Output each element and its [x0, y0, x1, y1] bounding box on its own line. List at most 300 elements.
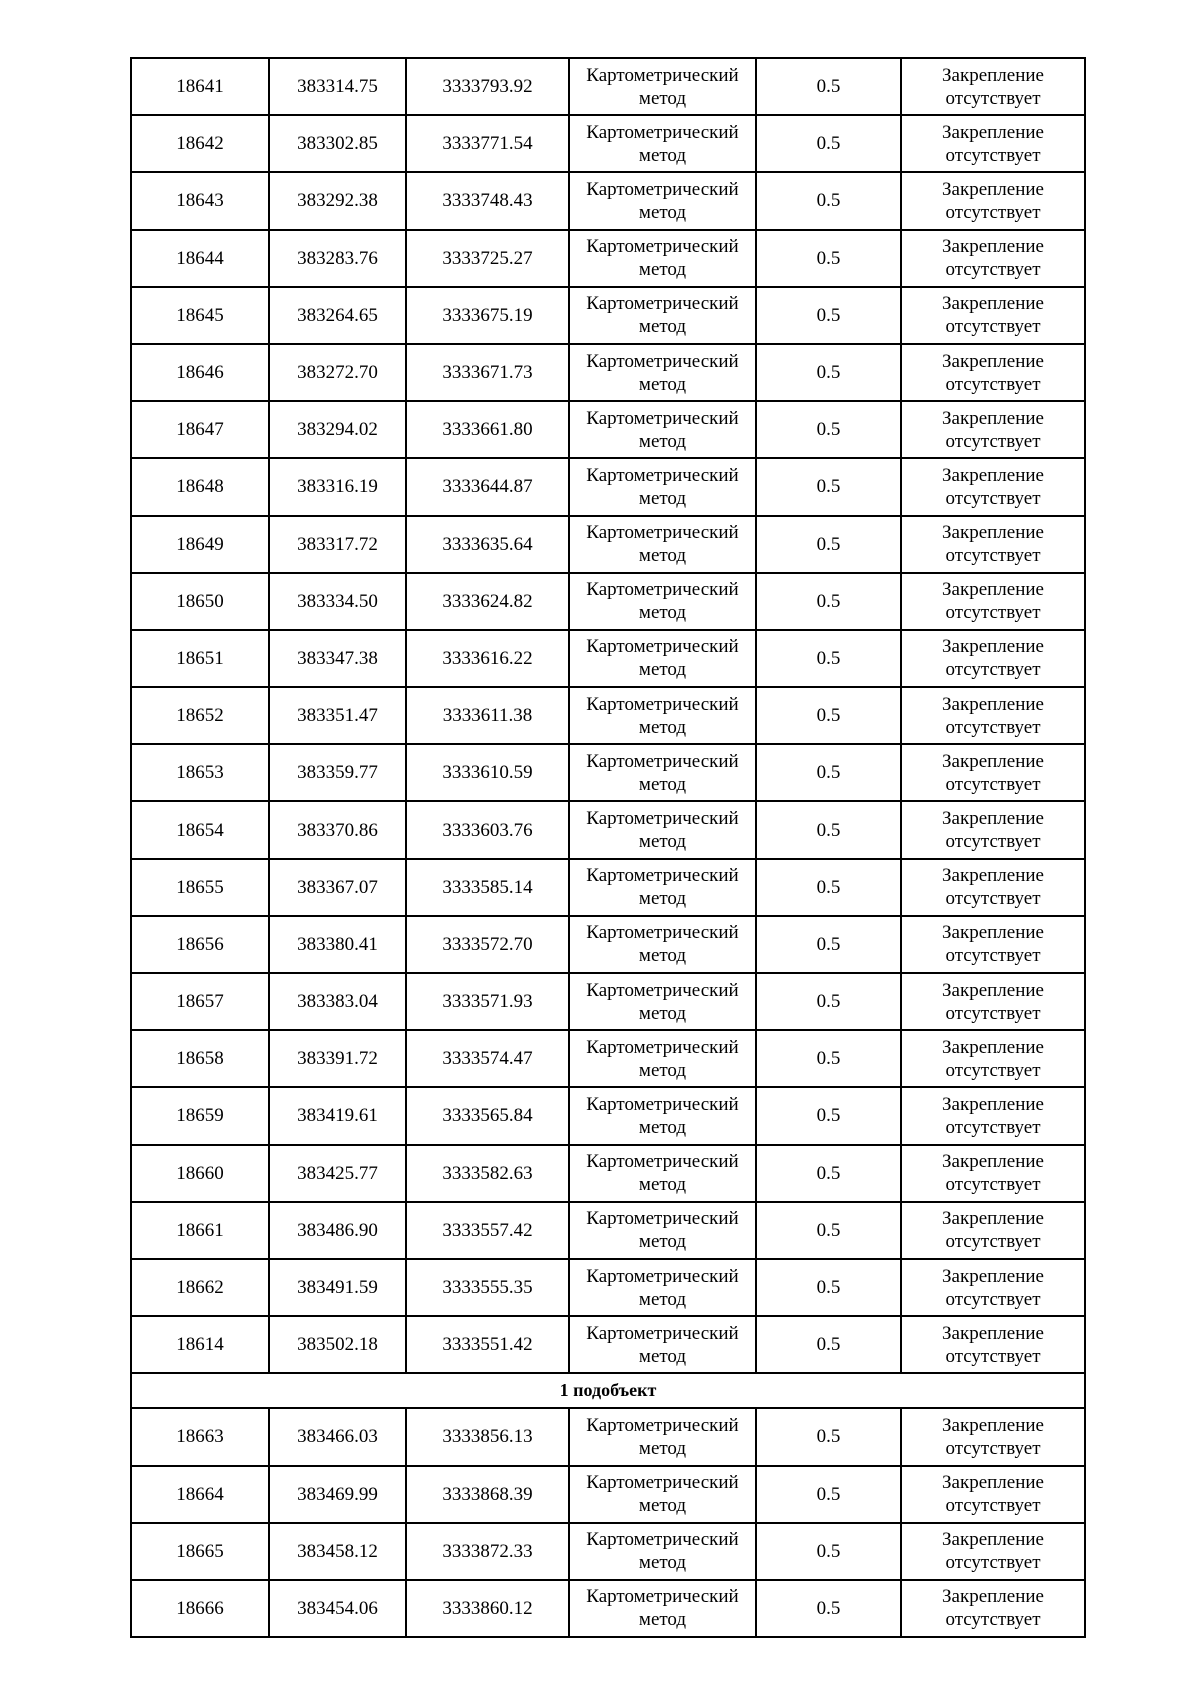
- fixation-line-2: отсутствует: [945, 1231, 1041, 1253]
- table-row: [131, 1466, 1085, 1523]
- fixation-line-2: отсутствует: [945, 831, 1041, 853]
- fixation-line-1: Закрепление: [942, 236, 1044, 258]
- x-coordinate-cell: 383302.85: [269, 115, 406, 172]
- y-coordinate-cell: 3333872.33: [406, 1523, 569, 1580]
- method-line-1: Картометрический: [586, 1036, 739, 1058]
- fixation-line-2: отсутствует: [945, 1345, 1041, 1367]
- fixation-cell: [901, 1030, 1085, 1087]
- fixation-cell: [901, 1202, 1085, 1259]
- y-coordinate-cell: 3333671.73: [406, 344, 569, 401]
- y-coordinate-cell: 3333675.19: [406, 287, 569, 344]
- method-cell: [569, 801, 756, 858]
- x-coordinate-cell: 383419.61: [269, 1087, 406, 1144]
- y-coordinate-cell: 3333555.35: [406, 1259, 569, 1316]
- fixation-cell: [901, 1145, 1085, 1202]
- method-line-1: Картометрический: [586, 808, 739, 830]
- method-line-1: Картометрический: [586, 121, 739, 143]
- fixation-line-2: отсутствует: [945, 430, 1041, 452]
- table-row: [131, 744, 1085, 801]
- accuracy-cell: 0.5: [756, 1316, 901, 1373]
- fixation-line-2: отсутствует: [945, 945, 1041, 967]
- method-cell: [569, 916, 756, 973]
- fixation-line-1: Закрепление: [942, 1414, 1044, 1436]
- y-coordinate-cell: 3333557.42: [406, 1202, 569, 1259]
- table-body-main: [131, 58, 1085, 1373]
- point-number-cell: 18656: [131, 916, 269, 973]
- method-line-1: Картометрический: [586, 1265, 739, 1287]
- point-number-cell: 18661: [131, 1202, 269, 1259]
- y-coordinate-cell: 3333616.22: [406, 630, 569, 687]
- table-row: [131, 687, 1085, 744]
- method-line-2: метод: [638, 1116, 687, 1138]
- point-number-cell: 18642: [131, 115, 269, 172]
- x-coordinate-cell: 383317.72: [269, 516, 406, 573]
- point-number-cell: 18655: [131, 859, 269, 916]
- fixation-line-1: Закрепление: [942, 1322, 1044, 1344]
- method-line-2: метод: [638, 487, 687, 509]
- x-coordinate-cell: 383458.12: [269, 1523, 406, 1580]
- x-coordinate-cell: 383502.18: [269, 1316, 406, 1373]
- fixation-cell: [901, 630, 1085, 687]
- fixation-cell: [901, 1408, 1085, 1465]
- table-row: [131, 172, 1085, 229]
- method-line-1: Картометрический: [586, 1151, 739, 1173]
- fixation-line-2: отсутствует: [945, 773, 1041, 795]
- accuracy-cell: 0.5: [756, 172, 901, 229]
- y-coordinate-cell: 3333551.42: [406, 1316, 569, 1373]
- method-line-1: Картометрический: [586, 865, 739, 887]
- y-coordinate-cell: 3333748.43: [406, 172, 569, 229]
- y-coordinate-cell: 3333725.27: [406, 230, 569, 287]
- method-cell: [569, 1408, 756, 1465]
- method-line-1: Картометрический: [586, 1414, 739, 1436]
- fixation-line-1: Закрепление: [942, 64, 1044, 86]
- fixation-line-1: Закрепление: [942, 407, 1044, 429]
- point-number-cell: 18651: [131, 630, 269, 687]
- accuracy-cell: 0.5: [756, 516, 901, 573]
- accuracy-cell: 0.5: [756, 1408, 901, 1465]
- method-line-1: Картометрический: [586, 178, 739, 200]
- method-line-2: метод: [638, 1174, 687, 1196]
- accuracy-cell: 0.5: [756, 287, 901, 344]
- y-coordinate-cell: 3333624.82: [406, 573, 569, 630]
- method-cell: [569, 687, 756, 744]
- y-coordinate-cell: 3333610.59: [406, 744, 569, 801]
- accuracy-cell: 0.5: [756, 630, 901, 687]
- method-cell: [569, 58, 756, 115]
- fixation-cell: [901, 859, 1085, 916]
- method-cell: [569, 1580, 756, 1637]
- table-row: [131, 1259, 1085, 1316]
- table-row: [131, 1202, 1085, 1259]
- table-row: [131, 573, 1085, 630]
- fixation-line-1: Закрепление: [942, 750, 1044, 772]
- fixation-line-2: отсутствует: [945, 1116, 1041, 1138]
- fixation-line-2: отсутствует: [945, 1059, 1041, 1081]
- method-line-1: Картометрический: [586, 579, 739, 601]
- fixation-line-1: Закрепление: [942, 1151, 1044, 1173]
- y-coordinate-cell: 3333868.39: [406, 1466, 569, 1523]
- x-coordinate-cell: 383466.03: [269, 1408, 406, 1465]
- fixation-line-2: отсутствует: [945, 659, 1041, 681]
- fixation-line-1: Закрепление: [942, 121, 1044, 143]
- point-number-cell: 18614: [131, 1316, 269, 1373]
- method-line-1: Картометрический: [586, 1322, 739, 1344]
- fixation-cell: [901, 573, 1085, 630]
- method-line-2: метод: [638, 831, 687, 853]
- method-cell: [569, 1087, 756, 1144]
- fixation-line-1: Закрепление: [942, 464, 1044, 486]
- point-number-cell: 18665: [131, 1523, 269, 1580]
- accuracy-cell: 0.5: [756, 1087, 901, 1144]
- fixation-cell: [901, 1523, 1085, 1580]
- fixation-line-1: Закрепление: [942, 1472, 1044, 1494]
- method-cell: [569, 230, 756, 287]
- point-number-cell: 18666: [131, 1580, 269, 1637]
- fixation-line-2: отсутствует: [945, 144, 1041, 166]
- table-row: [131, 287, 1085, 344]
- method-cell: [569, 344, 756, 401]
- x-coordinate-cell: 383294.02: [269, 401, 406, 458]
- y-coordinate-cell: 3333860.12: [406, 1580, 569, 1637]
- fixation-line-2: отсутствует: [945, 1002, 1041, 1024]
- coordinates-table: [130, 57, 1086, 1638]
- fixation-line-1: Закрепление: [942, 693, 1044, 715]
- x-coordinate-cell: 383367.07: [269, 859, 406, 916]
- accuracy-cell: 0.5: [756, 973, 901, 1030]
- point-number-cell: 18644: [131, 230, 269, 287]
- accuracy-cell: 0.5: [756, 1145, 901, 1202]
- method-cell: [569, 287, 756, 344]
- x-coordinate-cell: 383454.06: [269, 1580, 406, 1637]
- fixation-cell: [901, 1580, 1085, 1637]
- method-cell: [569, 859, 756, 916]
- method-cell: [569, 401, 756, 458]
- method-line-1: Картометрический: [586, 407, 739, 429]
- fixation-cell: [901, 115, 1085, 172]
- fixation-line-1: Закрепление: [942, 808, 1044, 830]
- method-line-2: метод: [638, 1288, 687, 1310]
- point-number-cell: 18664: [131, 1466, 269, 1523]
- fixation-cell: [901, 744, 1085, 801]
- method-cell: [569, 1466, 756, 1523]
- table-body-subobject: [131, 1408, 1085, 1637]
- fixation-line-2: отсутствует: [945, 1174, 1041, 1196]
- method-line-1: Картометрический: [586, 236, 739, 258]
- method-cell: [569, 1259, 756, 1316]
- point-number-cell: 18663: [131, 1408, 269, 1465]
- x-coordinate-cell: 383314.75: [269, 58, 406, 115]
- method-line-1: Картометрический: [586, 293, 739, 315]
- point-number-cell: 18641: [131, 58, 269, 115]
- point-number-cell: 18658: [131, 1030, 269, 1087]
- accuracy-cell: 0.5: [756, 401, 901, 458]
- table-row: [131, 916, 1085, 973]
- table-row: [131, 801, 1085, 858]
- method-cell: [569, 1316, 756, 1373]
- table-row: [131, 344, 1085, 401]
- method-line-2: метод: [638, 602, 687, 624]
- x-coordinate-cell: 383491.59: [269, 1259, 406, 1316]
- accuracy-cell: 0.5: [756, 115, 901, 172]
- method-line-2: метод: [638, 1552, 687, 1574]
- method-line-2: метод: [638, 945, 687, 967]
- method-line-1: Картометрический: [586, 1586, 739, 1608]
- fixation-line-1: Закрепление: [942, 865, 1044, 887]
- table-row: [131, 458, 1085, 515]
- fixation-line-2: отсутствует: [945, 316, 1041, 338]
- y-coordinate-cell: 3333572.70: [406, 916, 569, 973]
- point-number-cell: 18659: [131, 1087, 269, 1144]
- accuracy-cell: 0.5: [756, 1580, 901, 1637]
- method-cell: [569, 573, 756, 630]
- method-line-2: метод: [638, 87, 687, 109]
- fixation-cell: [901, 287, 1085, 344]
- table-row: [131, 1030, 1085, 1087]
- fixation-cell: [901, 230, 1085, 287]
- method-line-2: метод: [638, 545, 687, 567]
- method-line-2: метод: [638, 659, 687, 681]
- method-line-1: Картометрический: [586, 693, 739, 715]
- y-coordinate-cell: 3333644.87: [406, 458, 569, 515]
- accuracy-cell: 0.5: [756, 1259, 901, 1316]
- fixation-line-2: отсутствует: [945, 87, 1041, 109]
- method-line-2: метод: [638, 373, 687, 395]
- method-line-1: Картометрический: [586, 464, 739, 486]
- method-cell: [569, 1145, 756, 1202]
- table-row: [131, 115, 1085, 172]
- fixation-line-1: Закрепление: [942, 1036, 1044, 1058]
- method-line-2: метод: [638, 888, 687, 910]
- fixation-line-2: отсутствует: [945, 602, 1041, 624]
- method-line-1: Картометрический: [586, 1529, 739, 1551]
- method-cell: [569, 458, 756, 515]
- accuracy-cell: 0.5: [756, 230, 901, 287]
- fixation-line-2: отсутствует: [945, 487, 1041, 509]
- fixation-cell: [901, 1259, 1085, 1316]
- table-row: [131, 859, 1085, 916]
- fixation-line-2: отсутствует: [945, 1609, 1041, 1631]
- table-row: [131, 58, 1085, 115]
- point-number-cell: 18643: [131, 172, 269, 229]
- table-row: [131, 973, 1085, 1030]
- y-coordinate-cell: 3333603.76: [406, 801, 569, 858]
- fixation-line-1: Закрепление: [942, 522, 1044, 544]
- fixation-line-1: Закрепление: [942, 1208, 1044, 1230]
- fixation-line-2: отсутствует: [945, 1437, 1041, 1459]
- method-line-1: Картометрический: [586, 750, 739, 772]
- method-line-1: Картометрический: [586, 350, 739, 372]
- point-number-cell: 18662: [131, 1259, 269, 1316]
- fixation-line-1: Закрепление: [942, 922, 1044, 944]
- accuracy-cell: 0.5: [756, 458, 901, 515]
- fixation-cell: [901, 172, 1085, 229]
- accuracy-cell: 0.5: [756, 344, 901, 401]
- fixation-cell: [901, 58, 1085, 115]
- x-coordinate-cell: 383359.77: [269, 744, 406, 801]
- method-line-2: метод: [638, 1609, 687, 1631]
- method-line-1: Картометрический: [586, 979, 739, 1001]
- x-coordinate-cell: 383425.77: [269, 1145, 406, 1202]
- method-line-2: метод: [638, 259, 687, 281]
- fixation-cell: [901, 344, 1085, 401]
- point-number-cell: 18645: [131, 287, 269, 344]
- y-coordinate-cell: 3333661.80: [406, 401, 569, 458]
- point-number-cell: 18650: [131, 573, 269, 630]
- fixation-line-1: Закрепление: [942, 293, 1044, 315]
- y-coordinate-cell: 3333611.38: [406, 687, 569, 744]
- fixation-line-1: Закрепление: [942, 178, 1044, 200]
- x-coordinate-cell: 383383.04: [269, 973, 406, 1030]
- table-row: [131, 1316, 1085, 1373]
- section-header-row: [131, 1373, 1085, 1408]
- method-line-2: метод: [638, 1345, 687, 1367]
- point-number-cell: 18647: [131, 401, 269, 458]
- method-line-2: метод: [638, 1002, 687, 1024]
- fixation-line-2: отсутствует: [945, 888, 1041, 910]
- method-cell: [569, 744, 756, 801]
- table-row: [131, 1523, 1085, 1580]
- table-row: [131, 1087, 1085, 1144]
- y-coordinate-cell: 3333565.84: [406, 1087, 569, 1144]
- fixation-cell: [901, 1087, 1085, 1144]
- x-coordinate-cell: 383469.99: [269, 1466, 406, 1523]
- method-cell: [569, 516, 756, 573]
- point-number-cell: 18652: [131, 687, 269, 744]
- x-coordinate-cell: 383334.50: [269, 573, 406, 630]
- accuracy-cell: 0.5: [756, 744, 901, 801]
- point-number-cell: 18646: [131, 344, 269, 401]
- method-cell: [569, 172, 756, 229]
- fixation-cell: [901, 973, 1085, 1030]
- y-coordinate-cell: 3333793.92: [406, 58, 569, 115]
- method-line-1: Картометрический: [586, 922, 739, 944]
- point-number-cell: 18660: [131, 1145, 269, 1202]
- accuracy-cell: 0.5: [756, 859, 901, 916]
- method-line-2: метод: [638, 316, 687, 338]
- method-line-2: метод: [638, 1059, 687, 1081]
- y-coordinate-cell: 3333771.54: [406, 115, 569, 172]
- accuracy-cell: 0.5: [756, 1202, 901, 1259]
- fixation-line-1: Закрепление: [942, 350, 1044, 372]
- table-row: [131, 516, 1085, 573]
- y-coordinate-cell: 3333635.64: [406, 516, 569, 573]
- x-coordinate-cell: 383351.47: [269, 687, 406, 744]
- fixation-line-2: отсутствует: [945, 373, 1041, 395]
- point-number-cell: 18654: [131, 801, 269, 858]
- table-row: [131, 1145, 1085, 1202]
- fixation-cell: [901, 801, 1085, 858]
- method-cell: [569, 630, 756, 687]
- method-cell: [569, 1030, 756, 1087]
- fixation-line-1: Закрепление: [942, 636, 1044, 658]
- x-coordinate-cell: 383264.65: [269, 287, 406, 344]
- method-cell: [569, 1523, 756, 1580]
- fixation-line-1: Закрепление: [942, 1093, 1044, 1115]
- fixation-cell: [901, 1466, 1085, 1523]
- table-row: [131, 1408, 1085, 1465]
- fixation-line-1: Закрепление: [942, 1265, 1044, 1287]
- table-body-section: [131, 1373, 1085, 1408]
- fixation-cell: [901, 1316, 1085, 1373]
- y-coordinate-cell: 3333571.93: [406, 973, 569, 1030]
- fixation-cell: [901, 916, 1085, 973]
- method-line-1: Картометрический: [586, 64, 739, 86]
- method-line-2: метод: [638, 1495, 687, 1517]
- y-coordinate-cell: 3333856.13: [406, 1408, 569, 1465]
- accuracy-cell: 0.5: [756, 573, 901, 630]
- method-line-1: Картометрический: [586, 1472, 739, 1494]
- accuracy-cell: 0.5: [756, 916, 901, 973]
- method-line-2: метод: [638, 716, 687, 738]
- table-row: [131, 230, 1085, 287]
- accuracy-cell: 0.5: [756, 687, 901, 744]
- method-line-2: метод: [638, 1437, 687, 1459]
- fixation-line-2: отсутствует: [945, 545, 1041, 567]
- method-line-2: метод: [638, 773, 687, 795]
- x-coordinate-cell: 383370.86: [269, 801, 406, 858]
- method-line-2: метод: [638, 1231, 687, 1253]
- method-line-1: Картометрический: [586, 522, 739, 544]
- method-cell: [569, 115, 756, 172]
- x-coordinate-cell: 383283.76: [269, 230, 406, 287]
- fixation-line-1: Закрепление: [942, 1529, 1044, 1551]
- x-coordinate-cell: 383292.38: [269, 172, 406, 229]
- x-coordinate-cell: 383347.38: [269, 630, 406, 687]
- fixation-line-1: Закрепление: [942, 1586, 1044, 1608]
- accuracy-cell: 0.5: [756, 801, 901, 858]
- fixation-line-2: отсутствует: [945, 1288, 1041, 1310]
- fixation-line-2: отсутствует: [945, 1495, 1041, 1517]
- fixation-cell: [901, 401, 1085, 458]
- table-row: [131, 1580, 1085, 1637]
- fixation-line-2: отсутствует: [945, 716, 1041, 738]
- fixation-line-2: отсутствует: [945, 1552, 1041, 1574]
- accuracy-cell: 0.5: [756, 58, 901, 115]
- method-line-2: метод: [638, 201, 687, 223]
- fixation-cell: [901, 516, 1085, 573]
- section-label: 1 подобъект: [131, 1373, 1085, 1408]
- y-coordinate-cell: 3333582.63: [406, 1145, 569, 1202]
- method-cell: [569, 1202, 756, 1259]
- x-coordinate-cell: 383380.41: [269, 916, 406, 973]
- y-coordinate-cell: 3333574.47: [406, 1030, 569, 1087]
- method-line-1: Картометрический: [586, 636, 739, 658]
- x-coordinate-cell: 383272.70: [269, 344, 406, 401]
- point-number-cell: 18653: [131, 744, 269, 801]
- method-line-2: метод: [638, 144, 687, 166]
- x-coordinate-cell: 383391.72: [269, 1030, 406, 1087]
- x-coordinate-cell: 383316.19: [269, 458, 406, 515]
- x-coordinate-cell: 383486.90: [269, 1202, 406, 1259]
- table-row: [131, 630, 1085, 687]
- fixation-line-2: отсутствует: [945, 201, 1041, 223]
- method-line-1: Картометрический: [586, 1208, 739, 1230]
- fixation-cell: [901, 687, 1085, 744]
- fixation-line-1: Закрепление: [942, 979, 1044, 1001]
- fixation-cell: [901, 458, 1085, 515]
- accuracy-cell: 0.5: [756, 1030, 901, 1087]
- method-cell: [569, 973, 756, 1030]
- table-row: [131, 401, 1085, 458]
- accuracy-cell: 0.5: [756, 1523, 901, 1580]
- point-number-cell: 18649: [131, 516, 269, 573]
- accuracy-cell: 0.5: [756, 1466, 901, 1523]
- y-coordinate-cell: 3333585.14: [406, 859, 569, 916]
- fixation-line-2: отсутствует: [945, 259, 1041, 281]
- point-number-cell: 18648: [131, 458, 269, 515]
- fixation-line-1: Закрепление: [942, 579, 1044, 601]
